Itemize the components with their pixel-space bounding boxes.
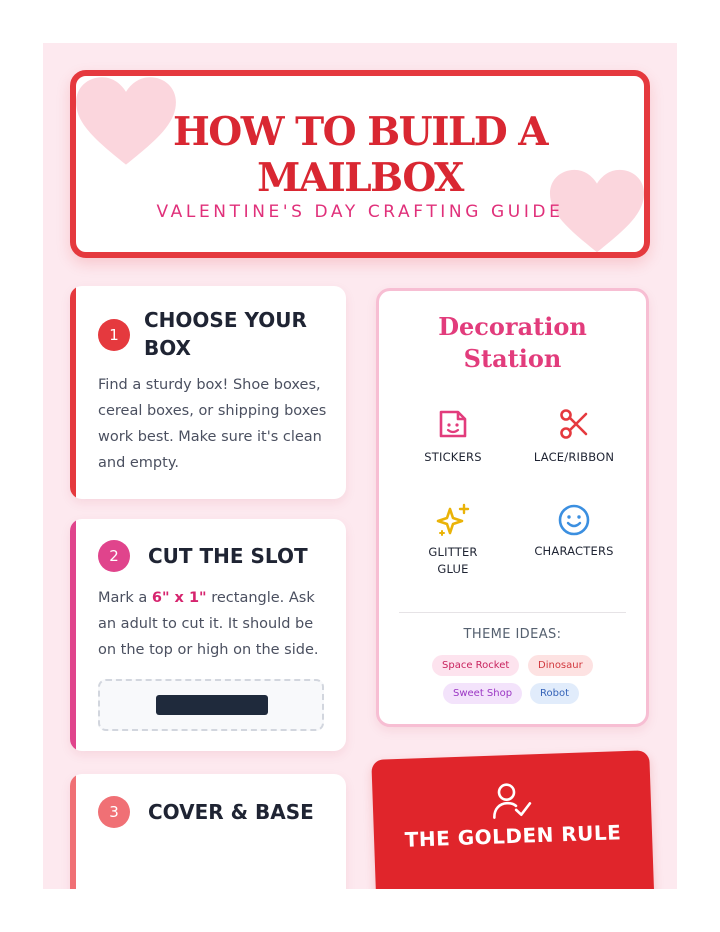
theme-tag: Robot: [530, 683, 579, 704]
step-number-badge: 1: [98, 319, 130, 351]
step-card-2: [70, 519, 346, 751]
theme-tag: Dinosaur: [528, 655, 593, 676]
sparkles-icon: [435, 502, 471, 538]
step-description: [98, 585, 334, 663]
step-accent-bar: [70, 519, 76, 751]
decoration-title-line-1: Decoration: [438, 312, 587, 341]
decoration-title-line-2: Station: [463, 344, 562, 373]
step-number-badge: 3: [98, 796, 130, 828]
page-subtitle: VALENTINE'S DAY CRAFTING GUIDE: [156, 202, 564, 222]
user-check-icon: [491, 781, 532, 820]
step-title: COVER & BASE: [148, 800, 314, 824]
step-card-3: [70, 774, 346, 889]
decoration-item-label: LACE/RIBBON: [533, 450, 615, 464]
golden-rule-panel: [371, 750, 654, 889]
decoration-title: [379, 311, 646, 375]
step-title-line-1: CHOOSE YOUR: [144, 308, 307, 332]
slot-size-highlight: 6" x 1": [151, 590, 207, 606]
step-accent-bar: [70, 774, 76, 889]
step-title: [144, 306, 334, 362]
title-line-1: HOW TO BUILD A: [172, 109, 548, 155]
decoration-item-lace-ribbon: [519, 407, 629, 466]
infographic-page: [43, 43, 677, 889]
theme-tag: Sweet Shop: [443, 683, 522, 704]
scissors-icon: [557, 407, 591, 441]
step-accent-bar: [70, 286, 76, 499]
decoration-item-label: CHARACTERS: [534, 544, 614, 558]
decoration-item-stickers: [398, 407, 508, 466]
step-text-part: Mark a: [98, 590, 152, 606]
decoration-station-panel: [376, 288, 649, 727]
theme-tag: Space Rocket: [432, 655, 519, 676]
step-description: Find a sturdy box! Shoe boxes, cereal boxes, or shipping boxes work best. Make sure it's clean and empty.: [98, 377, 327, 471]
page-title: [76, 109, 644, 201]
header-banner: [70, 70, 650, 258]
decoration-item-label: STICKERS: [424, 450, 482, 464]
smiley-face-icon: [557, 503, 591, 537]
golden-rule-title: THE GOLDEN RULE: [404, 820, 622, 852]
step-number-badge: 2: [98, 540, 130, 572]
sticker-smile-icon: [436, 407, 470, 441]
step-title: CUT THE SLOT: [148, 544, 308, 568]
theme-ideas-heading: THEME IDEAS:: [463, 627, 562, 642]
step-text-part: rectangle. Ask an adult to cut it. It should be on the top or high on the side.: [98, 590, 319, 658]
decoration-item-characters: [519, 503, 629, 560]
slot-diagram: [98, 679, 324, 731]
slot-rectangle: [156, 695, 268, 715]
step-title-line-2: BOX: [144, 336, 191, 360]
divider: [399, 612, 626, 613]
title-line-2: MAILBOX: [257, 155, 463, 201]
step-card-1: [70, 286, 346, 499]
decoration-item-label: GLITTER GLUE: [428, 545, 478, 576]
decoration-item-glitter-glue: [398, 502, 508, 578]
